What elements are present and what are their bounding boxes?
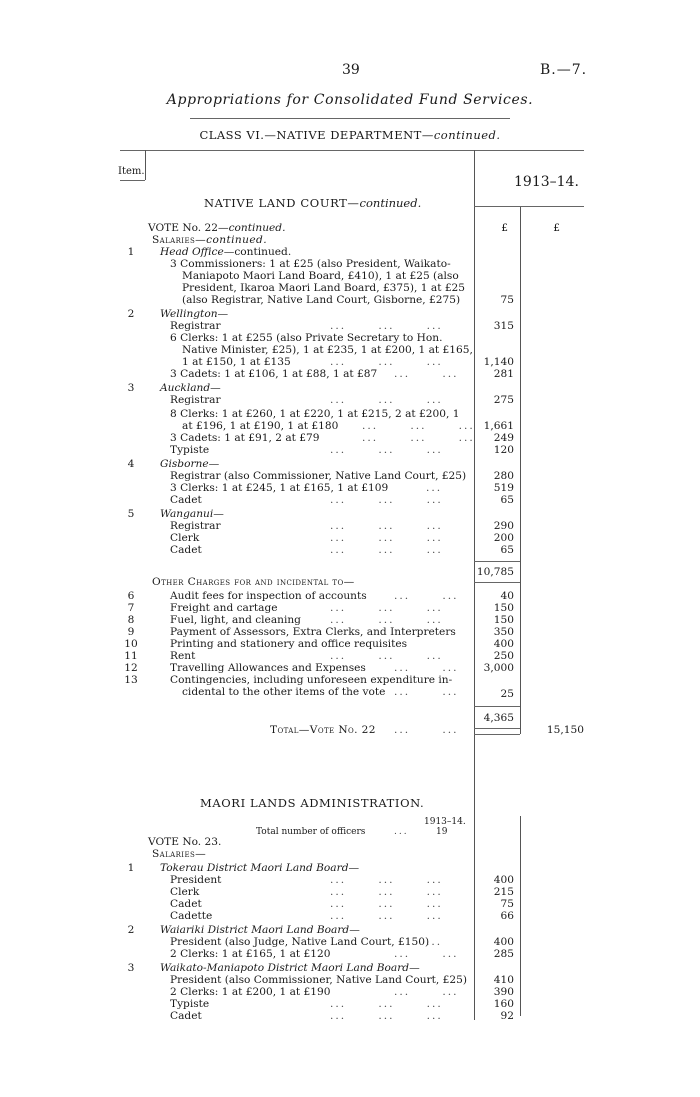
line-label: President (170, 874, 222, 886)
amount: 275 (493, 394, 514, 406)
subtotal-rule (474, 582, 520, 583)
charge-label: Audit fees for inspection of accounts (170, 590, 367, 602)
line-label: 3 Clerks: 1 at £245, 1 at £165, 1 at £109 (170, 482, 389, 494)
leader-dots: ... ... (394, 662, 459, 674)
subtotal-rule (474, 728, 520, 729)
wellington-heading: Wellington— (160, 308, 229, 320)
leader-dots: ... ... ... (330, 394, 443, 406)
line-label: Typiste (170, 444, 210, 456)
amount: 1,661 (483, 420, 514, 432)
item-number: 7 (127, 602, 135, 614)
leader-dots: ... ... ... (362, 420, 475, 432)
item-number: 5 (127, 508, 135, 520)
line-label: Clerk (170, 886, 200, 898)
pound-sign-2: £ (553, 222, 560, 234)
amount: 1,140 (483, 356, 514, 368)
item-number: 4 (127, 458, 135, 470)
clerks-line: at £196, 1 at £190, 1 at £180 (182, 420, 339, 432)
item-number: 11 (124, 650, 138, 662)
line-label: Cadette (170, 910, 213, 922)
item-column-rule (145, 150, 146, 180)
other-charges-heading: Other Charges for and incidental to— (152, 576, 355, 588)
amount: 290 (493, 520, 514, 532)
line-label: Cadet (170, 1010, 202, 1022)
officers-value: 19 (436, 827, 448, 837)
section-heading-maori-lands: MAORI LANDS ADMINISTRATION. (200, 796, 425, 810)
amount: 410 (493, 974, 514, 986)
charge-label: Payment of Assessors, Extra Clerks, and Interpreters (170, 626, 456, 638)
amount: 65 (500, 494, 514, 506)
amount: 75 (500, 898, 514, 910)
item-number: 1 (127, 246, 135, 258)
leader-dots: ... ... (394, 368, 459, 380)
leader-dots: ... ... ... (330, 602, 443, 614)
leader-dots: ... (394, 827, 409, 837)
amount: 281 (493, 368, 514, 380)
amount-column-rule-mid-2 (520, 816, 521, 1016)
vote-22-total: 15,150 (546, 724, 584, 736)
amount: 250 (493, 650, 514, 662)
line-label: 3 Cadets: 1 at £106, 1 at £88, 1 at £87 (170, 368, 378, 380)
amount: 280 (493, 470, 514, 482)
leader-dots: ... ... ... (330, 320, 443, 332)
line-label: President (also Commissioner, Native Land Court, £25) (170, 974, 468, 986)
amount: 400 (493, 638, 514, 650)
tokerau-heading: Tokerau District Maori Land Board— (160, 862, 360, 874)
amount: 519 (493, 482, 514, 494)
leader-dots: ... (426, 482, 443, 494)
leader-dots: ... ... ... (330, 998, 443, 1010)
amount: 3,000 (483, 662, 514, 674)
commissioners-line: 3 Commissioners: 1 at £25 (also President, Waikato- (170, 258, 451, 270)
salaries-subtotal: 10,785 (476, 566, 514, 578)
charge-label: Contingencies, including unforeseen expenditure in- (170, 674, 453, 686)
charge-label: Freight and cartage (170, 602, 278, 614)
section-heading-native-land-court: NATIVE LAND COURT—continued. (204, 196, 422, 210)
leader-dots: ... ... (394, 948, 459, 960)
officers-label: Total number of officers (256, 827, 366, 837)
item-number: 13 (124, 674, 138, 686)
amount: 65 (500, 544, 514, 556)
charge-label: Rent (170, 650, 196, 662)
line-label: Registrar (170, 520, 221, 532)
leader-dots: ... ... ... (330, 444, 443, 456)
year-small: 1913–14. (424, 817, 466, 827)
vote-22-heading: VOTE No. 22—continued. (148, 222, 286, 234)
leader-dots: ... ... ... (330, 650, 443, 662)
class-heading: CLASS VI.—NATIVE DEPARTMENT—continued. (199, 128, 501, 142)
line-label: Registrar (170, 394, 221, 406)
amount: 150 (493, 614, 514, 626)
charge-label: Fuel, light, and cleaning (170, 614, 301, 626)
vote-22-total-label: Total—Vote No. 22 (270, 724, 376, 736)
vote-23-heading: VOTE No. 23. (148, 836, 222, 848)
clerks-line: 1 at £150, 1 at £135 (182, 356, 291, 368)
year-column-header: 1913–14. (514, 174, 579, 190)
amount: 120 (493, 444, 514, 456)
salaries-heading: Salaries—continued. (152, 234, 267, 246)
salaries-heading-23: Salaries— (152, 848, 207, 860)
line-label: Registrar (also Commissioner, Native Land Court, £25) (170, 470, 467, 482)
line-label: 3 Cadets: 1 at £91, 2 at £79 (170, 432, 320, 444)
amount: 25 (500, 688, 514, 700)
commissioners-line: President, Ikaroa Maori Land Board, £375), 1 at £25 (182, 282, 466, 294)
amount: 150 (493, 602, 514, 614)
clerks-line: 6 Clerks: 1 at £255 (also Private Secretary to Hon. (170, 332, 443, 344)
clerks-line: Native Minister, £25), 1 at £235, 1 at £200, 1 at £165, (182, 344, 473, 356)
leader-dots: ... ... (394, 590, 459, 602)
leader-dots: ... ... ... (330, 886, 443, 898)
item-head-rule (120, 180, 145, 181)
line-label: Typiste (170, 998, 210, 1010)
leader-dots: ... ... ... (330, 898, 443, 910)
leader-dots: ... ... (394, 724, 459, 736)
item-number: 3 (127, 962, 135, 974)
leader-dots: ... ... ... (362, 432, 475, 444)
page-number: 39 (342, 62, 360, 78)
amount: 400 (493, 874, 514, 886)
amount: 285 (493, 948, 514, 960)
head-office-heading: Head Office—continued. (160, 246, 292, 258)
leader-dots: ... ... ... (330, 614, 443, 626)
amount: 66 (500, 910, 514, 922)
charge-label: Travelling Allowances and Expenses (170, 662, 366, 674)
leader-dots: ... ... ... (330, 356, 443, 368)
commissioners-line: Maniapoto Maori Land Board, £410), 1 at £25 (also (182, 270, 459, 282)
title-rule (190, 118, 510, 119)
subtotal-rule (474, 561, 520, 562)
other-charges-subtotal: 4,365 (483, 712, 514, 724)
line-label: 2 Clerks: 1 at £200, 1 at £190 (170, 986, 331, 998)
item-number: 12 (124, 662, 138, 674)
amount: 350 (493, 626, 514, 638)
commissioners-line: (also Registrar, Native Land Court, Gisborne, £275) (182, 294, 461, 306)
amount: 160 (493, 998, 514, 1010)
waiariki-heading: Waiariki District Maori Land Board— (160, 924, 360, 936)
leader-dots: ... (426, 936, 443, 948)
subtotal-rule (474, 734, 520, 735)
line-label: Cadet (170, 544, 202, 556)
item-number: 10 (124, 638, 138, 650)
item-number: 6 (127, 590, 135, 602)
line-label: Cadet (170, 898, 202, 910)
item-number: 3 (127, 382, 135, 394)
waikato-maniapoto-heading: Waikato-Maniapoto District Maori Land Board— (160, 962, 420, 974)
leader-dots: ... ... ... (330, 544, 443, 556)
line-label: Clerk (170, 532, 200, 544)
amount: 92 (500, 1010, 514, 1022)
item-column-header: Item. (118, 166, 145, 177)
line-label: President (also Judge, Native Land Court, £150) (170, 936, 430, 948)
leader-dots: ... ... (394, 986, 459, 998)
leader-dots: ... ... ... (330, 910, 443, 922)
leader-dots: ... ... ... (330, 494, 443, 506)
auckland-heading: Auckland— (160, 382, 221, 394)
gisborne-heading: Gisborne— (160, 458, 220, 470)
item-number: 2 (127, 308, 135, 320)
item-number: 1 (127, 862, 135, 874)
page-title: Appropriations for Consolidated Fund Services. (166, 92, 534, 108)
leader-dots: ... ... (394, 686, 459, 698)
item-number: 8 (127, 614, 135, 626)
amount: 75 (500, 294, 514, 306)
amount: 400 (493, 936, 514, 948)
line-label: Cadet (170, 494, 202, 506)
amount: 315 (493, 320, 514, 332)
item-number: 9 (127, 626, 135, 638)
amount: 249 (493, 432, 514, 444)
clerks-line: 8 Clerks: 1 at £260, 1 at £220, 1 at £215, 2 at £200, 1 (170, 408, 460, 420)
amount: 200 (493, 532, 514, 544)
document-code: B.—7. (540, 62, 588, 78)
pound-sign-1: £ (501, 222, 508, 234)
year-head-rule (474, 206, 584, 207)
amount: 40 (500, 590, 514, 602)
leader-dots: ... ... ... (330, 532, 443, 544)
amount: 215 (493, 886, 514, 898)
item-number: 2 (127, 924, 135, 936)
wanganui-heading: Wanganui— (160, 508, 224, 520)
line-label: Registrar (170, 320, 221, 332)
leader-dots: ... ... ... (330, 1010, 443, 1022)
amount: 390 (493, 986, 514, 998)
subtotal-rule (474, 706, 520, 707)
line-label: 2 Clerks: 1 at £165, 1 at £120 (170, 948, 331, 960)
charge-label: Printing and stationery and office requisites (170, 638, 408, 650)
table-top-rule (120, 150, 584, 151)
charge-label-cont: cidental to the other items of the vote (182, 686, 386, 698)
leader-dots: ... ... ... (330, 520, 443, 532)
leader-dots: ... ... ... (330, 874, 443, 886)
amount-column-rule-mid (520, 206, 521, 734)
